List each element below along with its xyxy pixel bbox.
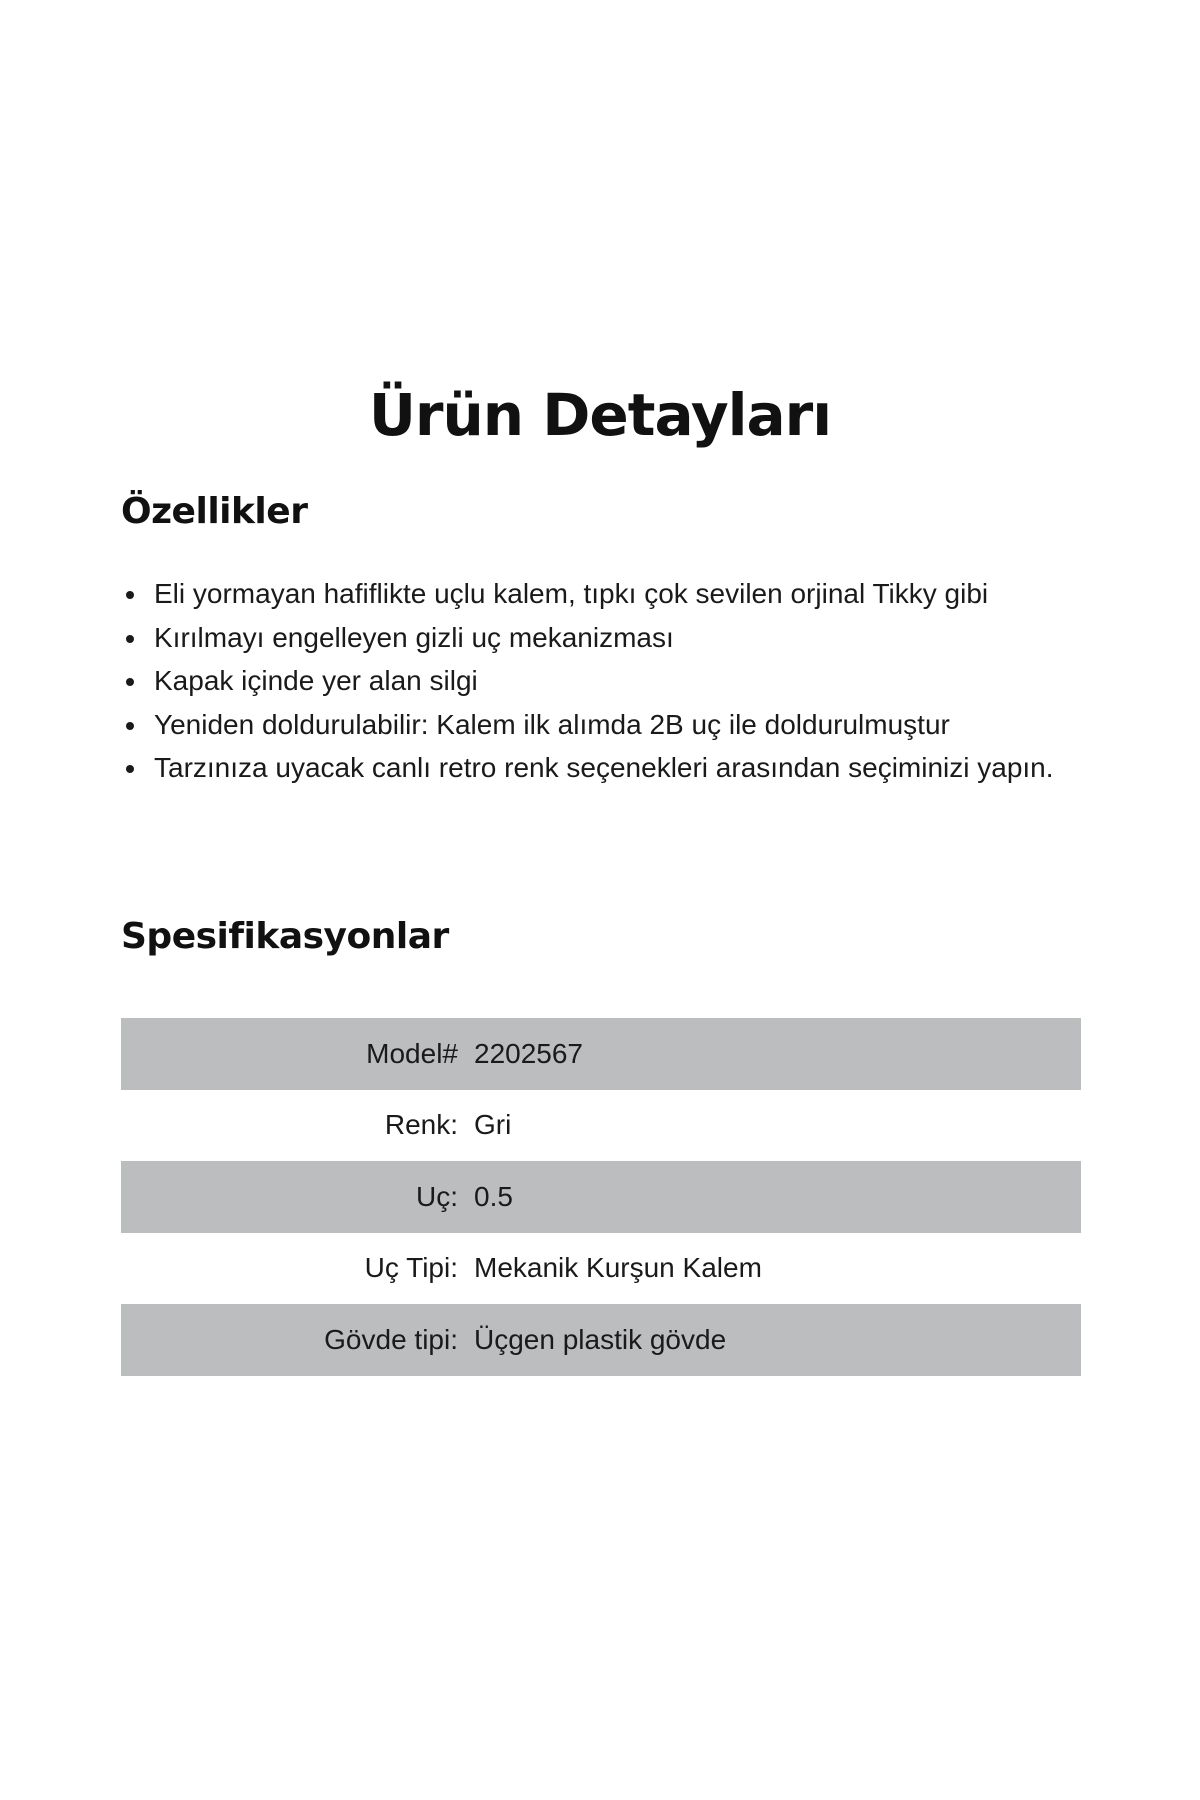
feature-item [121,572,1101,616]
spec-row-model [121,1018,1081,1090]
spec-key: Uç: [121,1161,474,1233]
spec-value: 2202567 [474,1018,1081,1090]
feature-item [121,659,1101,703]
feature-text: Kırılmayı engelleyen gizli uç mekanizması [154,621,674,653]
bullet-icon [126,591,134,599]
spec-value: Gri [474,1109,512,1141]
feature-text: Eli yormayan hafiflikte uçlu kalem, tıpkı çok sevilen orjinal Tikky gibi [154,578,989,609]
feature-item [121,746,1101,790]
spec-table [121,1018,1081,1376]
feature-item [121,616,1101,660]
spec-key: Renk: [384,1109,458,1141]
bullet-icon [126,635,134,643]
bullet-icon [126,765,134,773]
spec-row-color [121,1090,1081,1162]
spec-row-body-type [121,1304,1081,1376]
feature-text: Yeniden doldurulabilir: Kalem ilk alımda 2B uç ile doldurulmuştur [154,708,950,740]
spec-row-tip [121,1161,1081,1233]
page-title: Ürün Detayları [368,381,832,449]
spec-key: Gövde tipi: [121,1304,474,1376]
feature-item [121,703,1101,747]
feature-text: Tarzınıza uyacak canlı retro renk seçenekleri arasından seçiminizi yapın. [154,752,1054,783]
feature-list [121,572,1101,790]
spec-value: Üçgen plastik gövde [474,1304,1081,1376]
features-heading: Özellikler [121,491,308,532]
specs-heading: Spesifikasyonlar [121,916,449,957]
feature-text: Kapak içinde yer alan silgi [154,665,478,696]
spec-key: Uç Tipi: [364,1252,458,1284]
spec-value: Mekanik Kurşun Kalem [474,1252,762,1284]
spec-key: Model# [121,1018,474,1090]
bullet-icon [126,722,134,730]
spec-value: 0.5 [474,1161,1081,1233]
bullet-icon [126,678,134,686]
spec-row-tip-type [121,1233,1081,1305]
